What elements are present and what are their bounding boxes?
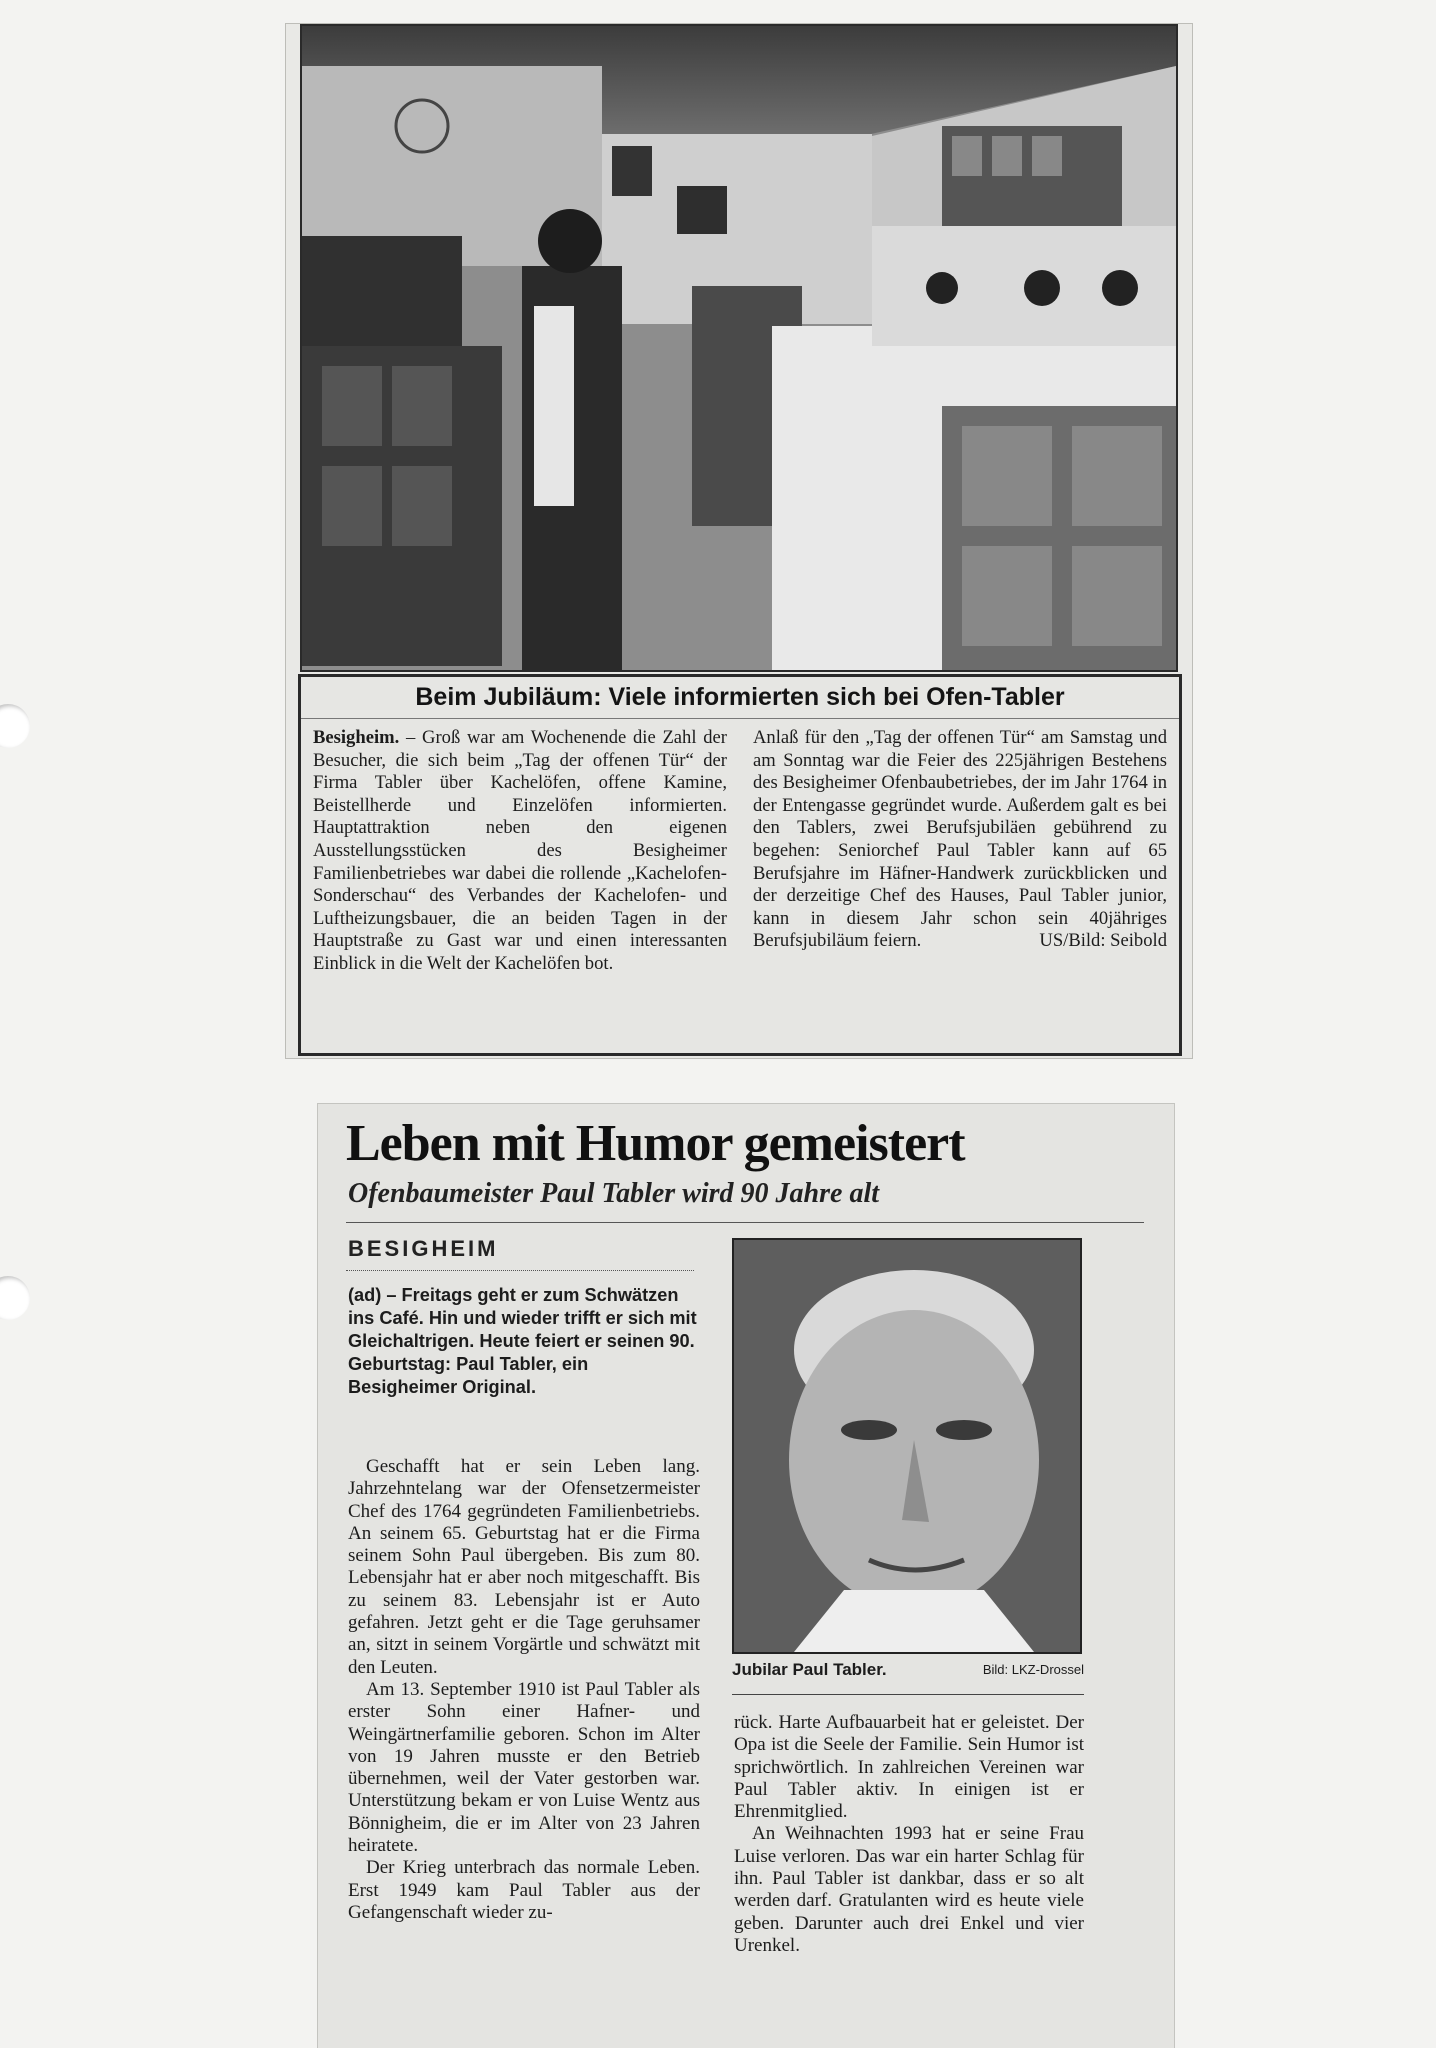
punch-hole — [0, 1276, 30, 1320]
article-column-1 — [313, 727, 727, 976]
article-column-2 — [753, 727, 1167, 976]
divider — [732, 1694, 1084, 1695]
portrait-image — [734, 1240, 1080, 1652]
photo-credit: Bild: LKZ-Drossel — [982, 1662, 1084, 1677]
photo-caption — [732, 1660, 1084, 1680]
punch-hole — [0, 704, 30, 748]
divider — [346, 1270, 694, 1271]
headline: Leben mit Humor gemeistert — [346, 1115, 965, 1172]
photo-caption-box — [298, 674, 1182, 1056]
body-paragraph: Der Krieg unterbrach das normale Leben. Erst 1949 kam Paul Tabler aus der Gefangenschaft wieder zu- — [348, 1857, 700, 1923]
column-text: – Groß war am Wochenende die Zahl der Besucher, die sich beim „Tag der offenen Tür“ der Firma Tabler über Kachelöfen, offene Kamine, Beistellherde und Einzelöfen informierten. Hauptattraktion neben den eigenen Ausstellungsstücken des Besigheimer Familienbetriebes war dabei die rollende „Kachelofen-Sonderschau“ des Verbandes der Kachelofen- und Luftheizungsbauer, die an beiden Tagen in der Hauptstraße zu Gast war und einen interessanten Einblick in die Welt der Kachelöfen bot. — [313, 727, 727, 974]
dateline: Besigheim. — [313, 727, 400, 748]
body-paragraph: Geschafft hat er sein Leben lang. Jahrzehntelang war der Ofensetzermeister Chef des 1764 gegründeten Familienbetriebs. An seinem 65. Geburtstag hat er die Firma seinem Sohn Paul übergeben. Bis zum 80. Lebensjahr hat er aber noch mitgeschafft. Bis zu seinem 83. Lebensjahr ist er Auto gefahren. Jetzt geht er die Tage geruhsamer an, sitzt in seinem Vorgärtle und schwätzt mit den Leuten. — [348, 1456, 700, 1678]
lead-paragraph: (ad) – Freitags geht er zum Schwätzen ins Café. Hin und wieder trifft er sich mit Gleichaltrigen. Heute feiert er seinen 90. Geburtstag: Paul Tabler, ein Besigheimer Original. — [348, 1285, 697, 1397]
body-paragraph: An Weihnachten 1993 hat er seine Frau Luise verloren. Das war ein harter Schlag für ihn. Paul Tabler ist dankbar, dass er so alt werden darf. Gratulanten wird es heute viele geben. Darunter auch drei Enkel und vier Urenkel. — [734, 1823, 1084, 1956]
portrait-photo — [732, 1238, 1082, 1654]
body-paragraph: Am 13. September 1910 ist Paul Tabler als erster Sohn einer Hafner- und Weingärtnerfamilie geboren. Schon im Alter von 19 Jahren musste er den Betrieb übernehmen, weil der Vater gestorben war. Unterstützung bekam er von Luise Wentz aus Bönnigheim, die er im Alter von 23 Jahren heiratete. — [348, 1678, 700, 1857]
body-paragraph: rück. Harte Aufbauarbeit hat er geleistet. Der Opa ist die Seele der Familie. Sein Humor ist sprichwörtlich. In zahlreichen Vereinen war Paul Tabler aktiv. In einigen ist er Ehrenmitglied. — [734, 1712, 1084, 1823]
subheadline: Ofenbaumeister Paul Tabler wird 90 Jahre alt — [348, 1178, 880, 1209]
divider — [346, 1222, 1144, 1223]
photo-credit: US/Bild: Seibold — [1039, 930, 1167, 952]
stove-showroom-image — [302, 26, 1176, 670]
newspaper-clipping-2 — [318, 1104, 1174, 2048]
caption-headline: Beim Jubiläum: Viele informierten sich bei Ofen-Tabler — [301, 677, 1179, 719]
showroom-photo — [300, 24, 1178, 672]
column-text: Anlaß für den „Tag der offenen Tür“ am Samstag und am Sonntag war die Feier des 225jährigen Bestehens des Besigheimer Ofenbaubetriebes, der im Jahr 1764 in der Entengasse gegründet wurde. Außerdem galt es bei den Tablers, zwei Berufsjubiläen gebührend zu begehen: Seniorchef Paul Tabler kann auf 65 Berufsjahre im Häfner-Handwerk zurückblicken und der derzeitige Chef des Hauses, Paul Tabler junior, kann in diesem Jahr schon sein 40jähriges Berufsjubiläum feiern. — [753, 727, 1167, 952]
article-body-right — [734, 1712, 1084, 1957]
caption-text: Jubilar Paul Tabler. — [732, 1660, 887, 1679]
dateline: BESIGHEIM — [348, 1236, 499, 1261]
newspaper-clipping-1 — [286, 24, 1192, 1058]
article-body-left — [348, 1456, 700, 1924]
